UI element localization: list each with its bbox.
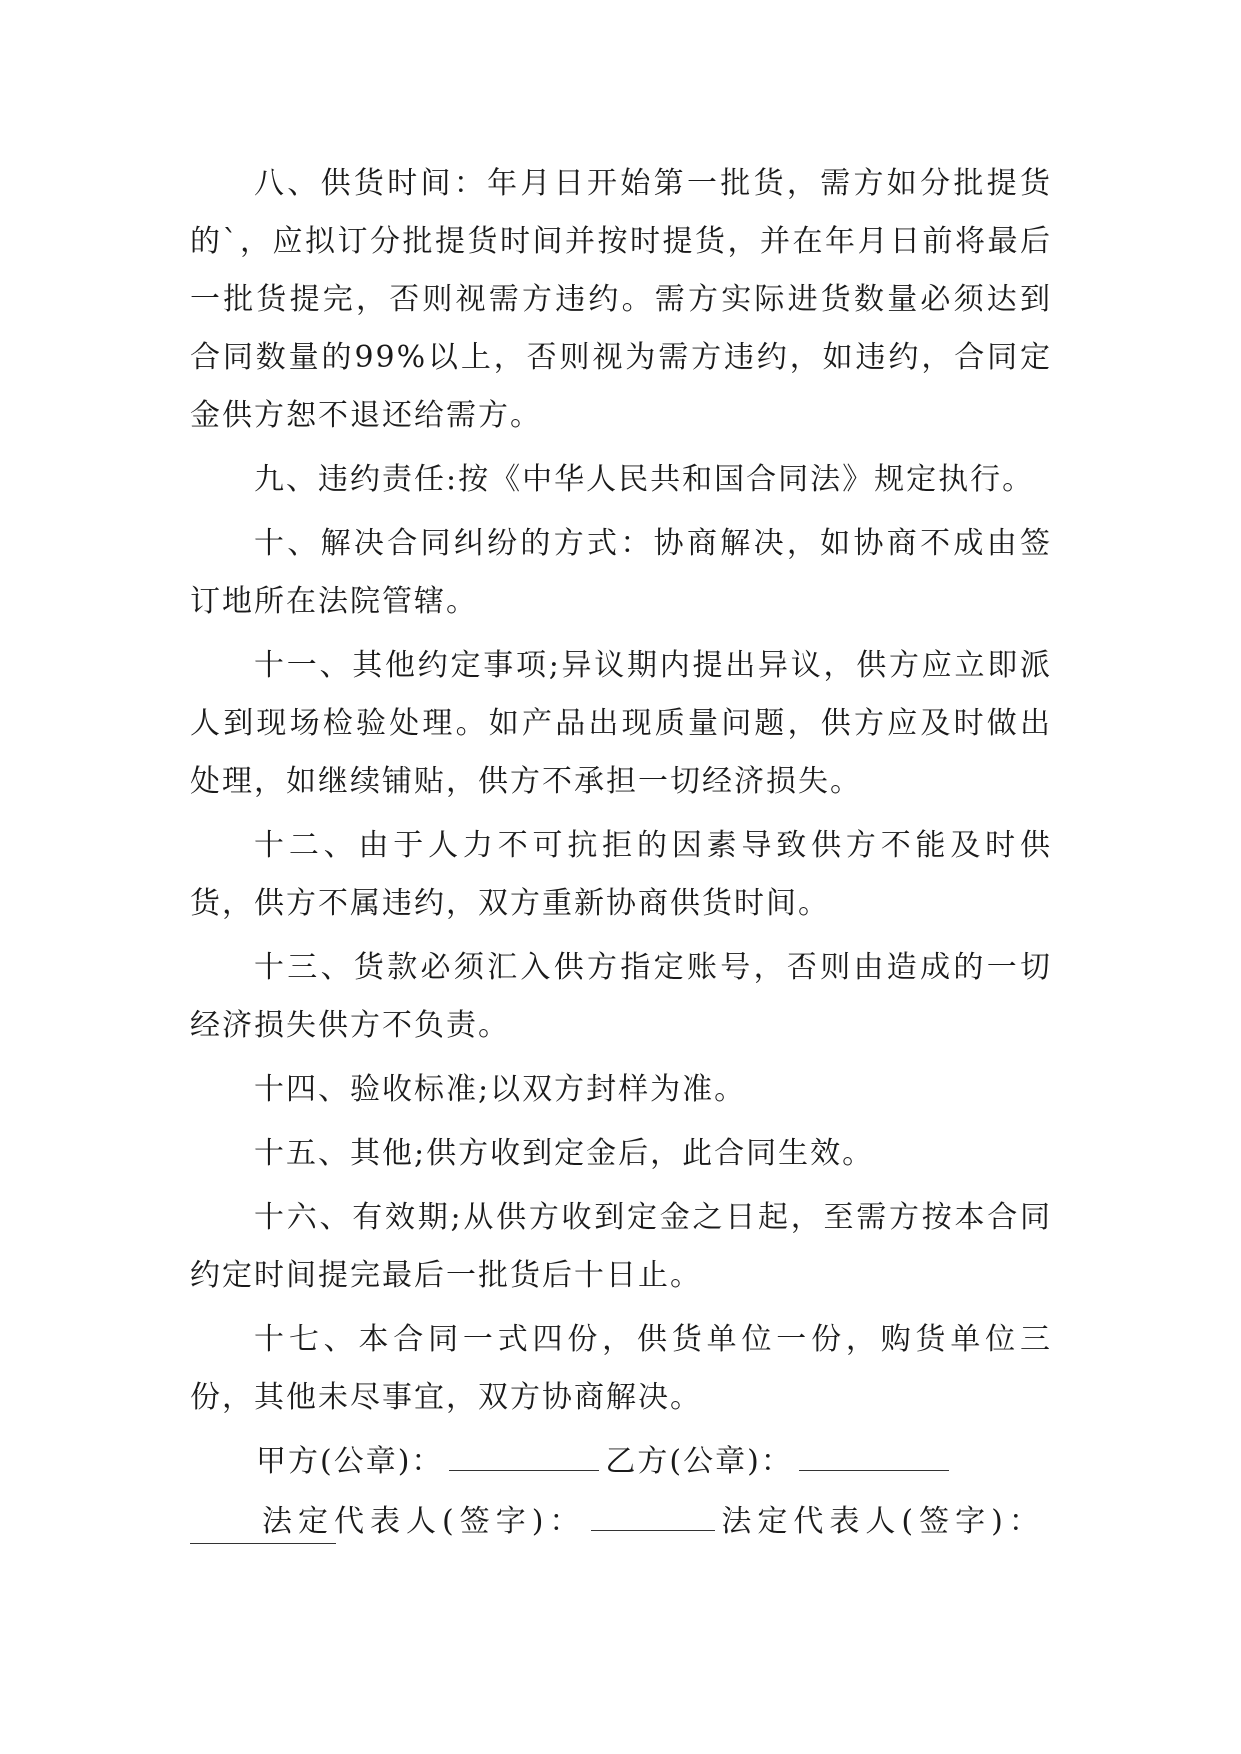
seal-line [190,1433,1052,1493]
clause-11: 十一、其他约定事项;异议期内提出异议，供方应立即派人到现场检验处理。如产品出现质量问题，供方应及时做出处理，如继续铺贴，供方不承担一切经济损失。 [190,648,1052,799]
clause-17: 十七、本合同一式四份，供货单位一份，购货单位三份，其他未尽事宜，双方协商解决。 [190,1322,1052,1415]
party-a-seal-blank [449,1440,599,1471]
clause-10: 十、解决合同纠纷的方式：协商解决，如协商不成由签订地所在法院管辖。 [190,526,1052,619]
party-b-seal-blank [799,1440,949,1471]
clause-13: 十三、货款必须汇入供方指定账号，否则由造成的一切经济损失供方不负责。 [190,950,1052,1043]
party-a-seal-label: 甲方(公章)： [256,1444,444,1479]
rep-a-blank [591,1500,715,1531]
representative-line [262,1493,1052,1553]
rep-a-label: 法定代表人(签字)： [262,1504,586,1539]
clause-12: 十二、由于人力不可抗拒的因素导致供方不能及时供货，供方不属违约，双方重新协商供货时间。 [190,828,1052,921]
party-b-seal-label: 乙方(公章)： [605,1444,793,1479]
clause-16: 十六、有效期;从供方收到定金之日起，至需方按本合同约定时间提完最后一批货后十日止。 [190,1200,1052,1293]
clause-14: 十四、验收标准;以双方封样为准。 [254,1072,747,1107]
contract-body [190,155,1052,1553]
rep-b-blank [190,1543,336,1544]
clause-8: 八、供货时间：年月日开始第一批货，需方如分批提货的`，应拟订分批提货时间并按时提货，并在年月日前将最后一批货提完，否则视需方违约。需方实际进货数量必须达到合同数量的99%以上，否则视为需方违约，如违约，合同定金供方恕不退还给需方。 [190,166,1052,433]
clause-9: 九、违约责任:按《中华人民共和国合同法》规定执行。 [254,462,1035,497]
rep-b-label: 法定代表人(签字)： [721,1504,1045,1539]
clause-15: 十五、其他;供方收到定金后，此合同生效。 [254,1136,875,1171]
